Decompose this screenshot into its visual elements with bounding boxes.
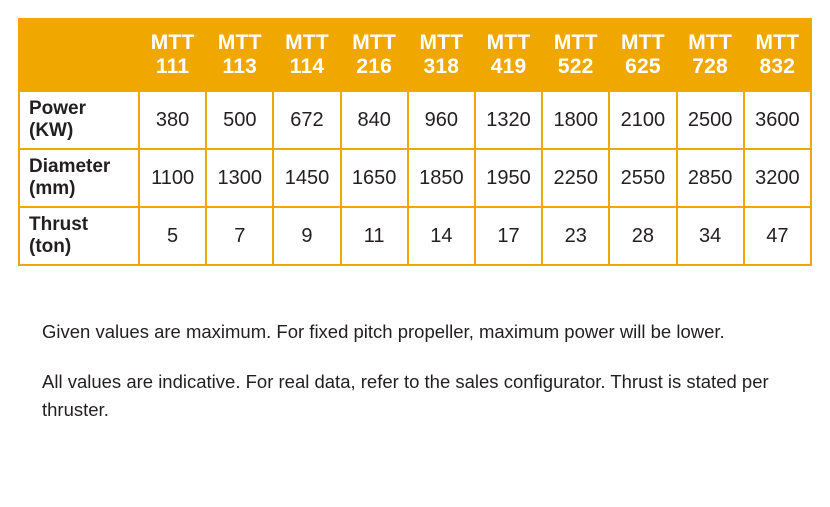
cell-power-mtt-114: 672	[273, 91, 340, 149]
row-label-text: Power	[29, 98, 87, 120]
column-header-mtt-419	[475, 19, 542, 91]
column-header-mtt-728	[677, 19, 744, 91]
row-label-power	[19, 91, 139, 149]
column-header-line1: MTT	[285, 31, 329, 55]
row-label-unit: (ton)	[29, 236, 72, 257]
cell-power-mtt-113: 500	[206, 91, 273, 149]
cell-diameter-mtt-728: 2850	[677, 149, 744, 207]
cell-power-mtt-522: 1800	[542, 91, 609, 149]
cell-diameter-mtt-318: 1850	[408, 149, 475, 207]
table-header	[19, 19, 811, 91]
table-row	[19, 91, 811, 149]
cell-thrust-mtt-111: 5	[139, 207, 206, 265]
table-row	[19, 149, 811, 207]
column-header-line1: MTT	[150, 31, 195, 55]
cell-diameter-mtt-419: 1950	[475, 149, 542, 207]
column-header-line1: MTT	[688, 31, 732, 55]
cell-thrust-mtt-625: 28	[609, 207, 676, 265]
column-header-mtt-114	[273, 19, 340, 91]
cell-power-mtt-419: 1320	[475, 91, 542, 149]
cell-diameter-mtt-111: 1100	[139, 149, 206, 207]
row-label-unit: (KW)	[29, 120, 74, 141]
footnote-1: Given values are maximum. For fixed pitch propeller, maximum power will be lower.	[42, 321, 725, 342]
cell-thrust-mtt-113: 7	[206, 207, 273, 265]
column-header-line2: 216	[356, 55, 392, 78]
cell-diameter-mtt-832: 3200	[744, 149, 811, 207]
table-body	[19, 91, 811, 265]
cell-power-mtt-318: 960	[408, 91, 475, 149]
column-header-line1: MTT	[755, 31, 800, 55]
cell-diameter-mtt-216: 1650	[341, 149, 408, 207]
cell-thrust-mtt-419: 17	[475, 207, 542, 265]
table-corner-cell	[19, 19, 139, 91]
column-header-line2: 522	[557, 55, 594, 78]
column-header-line1: MTT	[217, 31, 262, 55]
cell-diameter-mtt-114: 1450	[273, 149, 340, 207]
row-label-thrust	[19, 207, 139, 265]
cell-diameter-mtt-113: 1300	[206, 149, 273, 207]
column-header-line2: 832	[759, 55, 796, 78]
row-label-unit: (mm)	[29, 178, 76, 199]
column-header-mtt-216	[341, 19, 408, 91]
cell-diameter-mtt-522: 2250	[542, 149, 609, 207]
cell-thrust-mtt-114: 9	[273, 207, 340, 265]
table-header-row	[19, 19, 811, 91]
column-header-line2: 111	[155, 55, 190, 78]
table-row	[19, 207, 811, 265]
thruster-spec-table	[18, 18, 812, 266]
column-header-line2: 113	[222, 55, 258, 78]
cell-power-mtt-216: 840	[341, 91, 408, 149]
column-header-mtt-625	[609, 19, 676, 91]
cell-thrust-mtt-216: 11	[341, 207, 408, 265]
column-header-line1: MTT	[553, 31, 598, 55]
cell-thrust-mtt-832: 47	[744, 207, 811, 265]
column-header-line2: 625	[625, 55, 661, 78]
cell-thrust-mtt-522: 23	[542, 207, 609, 265]
column-header-mtt-522	[542, 19, 609, 91]
column-header-line1: MTT	[486, 31, 531, 55]
cell-power-mtt-625: 2100	[609, 91, 676, 149]
cell-thrust-mtt-318: 14	[408, 207, 475, 265]
column-header-line1: MTT	[419, 31, 464, 55]
cell-thrust-mtt-728: 34	[677, 207, 744, 265]
row-label-text: Thrust	[29, 214, 89, 236]
cell-power-mtt-832: 3600	[744, 91, 811, 149]
column-header-line1: MTT	[352, 31, 397, 55]
cell-power-mtt-728: 2500	[677, 91, 744, 149]
row-label-text: Diameter	[29, 156, 111, 178]
row-label-diameter	[19, 149, 139, 207]
column-header-line1: MTT	[621, 31, 665, 55]
column-header-mtt-113	[206, 19, 273, 91]
column-header-line2: 114	[289, 55, 325, 78]
column-header-mtt-318	[408, 19, 475, 91]
column-header-mtt-832	[744, 19, 811, 91]
cell-diameter-mtt-625: 2550	[609, 149, 676, 207]
footnote-2: All values are indicative. For real data, refer to the sales configurator. Thrust is stated per thruster.	[42, 371, 769, 421]
column-header-line2: 419	[490, 55, 527, 78]
column-header-line2: 728	[692, 55, 728, 78]
footnotes	[42, 318, 772, 424]
cell-power-mtt-111: 380	[139, 91, 206, 149]
column-header-line2: 318	[423, 55, 460, 78]
column-header-mtt-111	[139, 19, 206, 91]
